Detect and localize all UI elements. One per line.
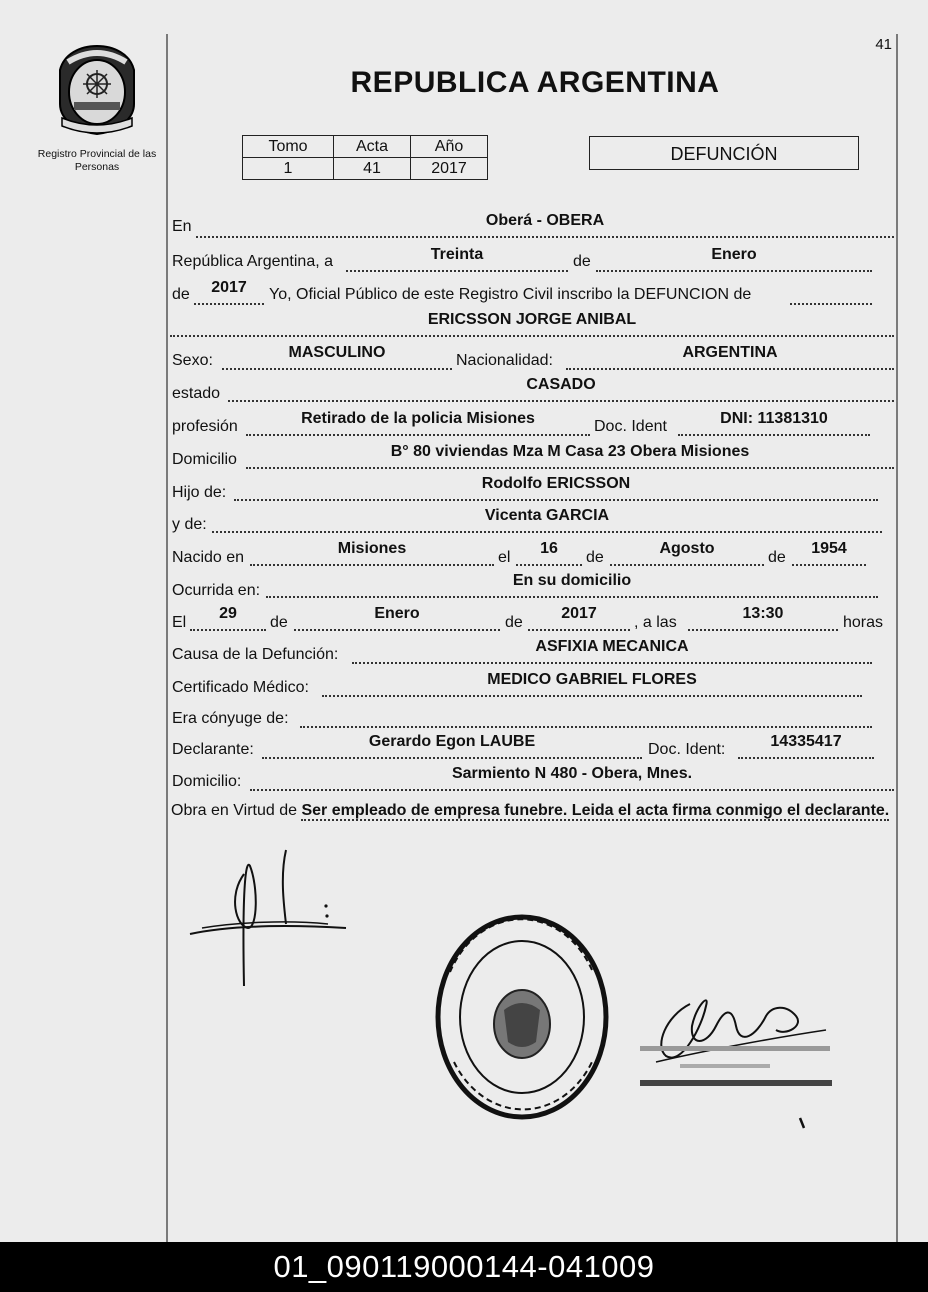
domicilio2-label: Domicilio: <box>172 773 242 790</box>
declarante-label: Declarante: <box>172 741 254 758</box>
year-value: 2017 <box>211 279 247 296</box>
left-margin-line <box>166 34 168 1242</box>
death-day-field <box>190 607 266 631</box>
sexo-label: Sexo: <box>172 352 213 369</box>
domicilio-label: Domicilio <box>172 451 237 468</box>
de-label-1: de <box>573 253 591 270</box>
estado-field <box>228 378 894 402</box>
footer-document-code: 01_090119000144-041009 <box>0 1242 928 1292</box>
profesion-value: Retirado de la policia Misiones <box>301 410 535 427</box>
en-label: En <box>172 218 192 235</box>
record-table-value-row <box>243 158 488 180</box>
mother-value: Vicenta GARCIA <box>484 507 610 524</box>
estado-value: CASADO <box>526 376 596 393</box>
horas-label: horas <box>843 614 884 631</box>
month-value: Enero <box>711 246 757 263</box>
domicilio2-value: Sarmiento N 480 - Obera, Mnes. <box>451 765 693 782</box>
birth-month-field <box>610 542 764 566</box>
obra-label: Obra en Virtud de <box>171 802 298 819</box>
domicilio-value: B° 80 viviendas Mza M Casa 23 Obera Misiones <box>390 443 750 460</box>
deceased-name-field <box>170 313 894 337</box>
father-value: Rodolfo ERICSSON <box>481 475 631 492</box>
el-label: el <box>498 549 511 566</box>
sexo-value: MASCULINO <box>288 344 386 361</box>
tomo-header: Tomo <box>243 136 334 158</box>
de-label-6: de <box>505 614 523 631</box>
mother-field <box>212 509 882 533</box>
death-month-field <box>294 607 500 631</box>
right-margin-line <box>896 34 898 1242</box>
death-day-value: 29 <box>219 605 237 622</box>
hijo-label: Hijo de: <box>172 484 227 501</box>
sexo-field <box>222 346 452 370</box>
deceased-name: ERICSSON JORGE ANIBAL <box>427 311 637 328</box>
page-number: 41 <box>875 36 892 53</box>
conyuge-field <box>300 704 872 728</box>
conyuge-label: Era cónyuge de: <box>172 710 289 727</box>
officer-stamp-text <box>640 1040 840 1096</box>
declarante-field <box>262 735 642 759</box>
ocurrida-label: Ocurrida en: <box>172 582 261 599</box>
nacionalidad-field <box>566 346 894 370</box>
death-time-value: 13:30 <box>742 605 784 622</box>
de-label-5: de <box>270 614 288 631</box>
oficial-text: Yo, Oficial Público de este Registro Civil inscribo la DEFUNCION de <box>269 286 752 303</box>
day-value: Treinta <box>430 246 484 263</box>
causa-value: ASFIXIA MECANICA <box>535 638 689 655</box>
domicilio-field <box>246 445 894 469</box>
de-label-2: de <box>172 286 190 303</box>
day-field <box>346 248 568 272</box>
nacionalidad-value: ARGENTINA <box>682 344 778 361</box>
ocurrida-field <box>266 574 878 598</box>
birth-year-value: 1954 <box>811 540 847 557</box>
alas-label: , a las <box>634 614 677 631</box>
republica-label: República Argentina, a <box>172 253 333 270</box>
declarant-signature <box>188 846 348 991</box>
birth-year-field <box>792 542 866 566</box>
record-table-header-row <box>243 136 488 158</box>
nacionalidad-label: Nacionalidad: <box>456 352 553 369</box>
birthplace-value: Misiones <box>337 540 407 557</box>
official-seal-stamp <box>432 912 612 1122</box>
death-year-field <box>528 607 630 631</box>
de-label-3: de <box>586 549 604 566</box>
obra-paragraph <box>171 800 893 822</box>
estado-label: estado <box>172 385 221 402</box>
doc-value: DNI: 11381310 <box>720 410 828 427</box>
logo-caption: Registro Provincial de las Personas <box>37 148 157 173</box>
el2-label: El <box>172 614 187 631</box>
doc2-label: Doc. Ident: <box>648 741 726 758</box>
father-field <box>234 477 878 501</box>
certificado-field <box>322 673 862 697</box>
acta-header: Acta <box>334 136 411 158</box>
doc-label: Doc. Ident <box>594 418 667 435</box>
de-label-4: de <box>768 549 786 566</box>
record-table <box>242 135 488 180</box>
certificado-label: Certificado Médico: <box>172 679 309 696</box>
nacido-label: Nacido en <box>172 549 245 566</box>
acta-value: 41 <box>334 158 411 180</box>
tomo-value: 1 <box>243 158 334 180</box>
death-month-value: Enero <box>374 605 420 622</box>
province-coat-of-arms-icon <box>54 44 140 136</box>
year-field <box>194 281 264 305</box>
birth-day-field <box>516 542 582 566</box>
causa-field <box>352 640 872 664</box>
profesion-label: profesión <box>172 418 238 435</box>
domicilio2-field <box>250 767 894 791</box>
doc2-value: 14335417 <box>770 733 842 750</box>
place-value: Oberá - OBERA <box>485 212 605 229</box>
causa-label: Causa de la Defunción: <box>172 646 339 663</box>
death-year-value: 2017 <box>561 605 597 622</box>
birth-day-value: 16 <box>540 540 558 557</box>
birthplace-field <box>250 542 494 566</box>
ocurrida-value: En su domicilio <box>512 572 632 589</box>
place-field <box>196 214 894 238</box>
death-time-field <box>688 607 838 631</box>
anio-value: 2017 <box>411 158 488 180</box>
doc2-field <box>738 735 874 759</box>
record-type-box: DEFUNCIÓN <box>589 136 859 170</box>
declarante-value: Gerardo Egon LAUBE <box>368 733 536 750</box>
month-field <box>596 248 872 272</box>
doc-field <box>678 412 870 436</box>
birth-month-value: Agosto <box>659 540 715 557</box>
certificado-value: MEDICO GABRIEL FLORES <box>487 671 697 688</box>
profesion-field <box>246 412 590 436</box>
ink-mark <box>798 1116 808 1130</box>
yde-label: y de: <box>172 516 207 533</box>
oficial-line <box>790 281 872 305</box>
anio-header: Año <box>411 136 488 158</box>
obra-value: Ser empleado de empresa funebre. Leida el acta firma conmigo el declarante. <box>301 802 890 819</box>
document-title: REPUBLICA ARGENTINA <box>350 66 720 99</box>
